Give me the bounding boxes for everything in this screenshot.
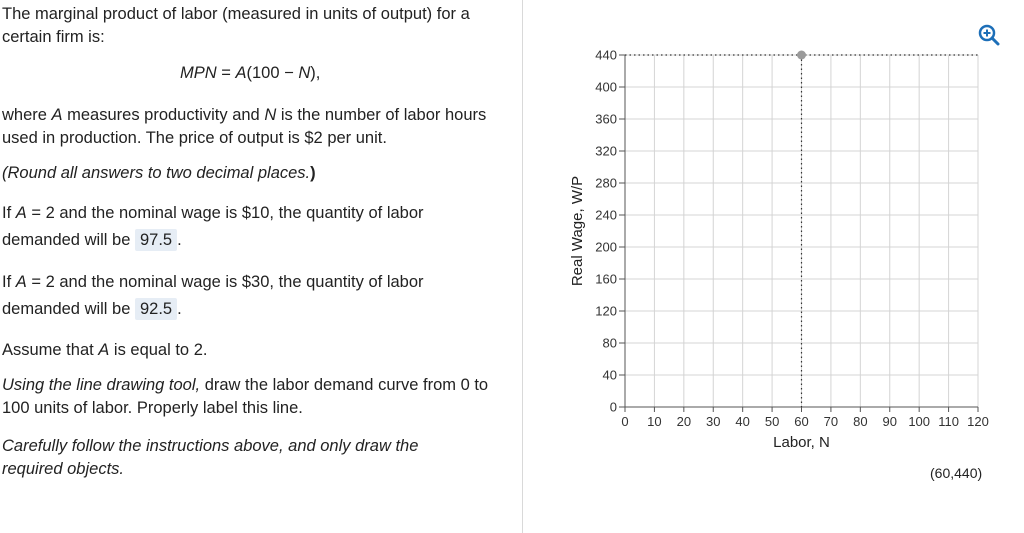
y-tick-label-200: 200 [595, 239, 617, 255]
where-n: N [264, 106, 277, 124]
x-tick-label-10: 10 [647, 414, 662, 429]
q2-end: . [177, 300, 182, 318]
zoom-in-icon[interactable] [978, 24, 1000, 46]
equation [180, 64, 320, 83]
where-a: A [51, 106, 63, 124]
y-tick-label-40: 40 [602, 367, 617, 383]
x-tick-label-70: 70 [823, 414, 839, 429]
round-note-close: ) [310, 164, 316, 182]
y-tick-label-400: 400 [595, 79, 617, 95]
y-tick-label-120: 120 [595, 303, 617, 319]
where-part-2: measures productivity and [62, 106, 265, 124]
q1-answer-box[interactable]: 97.5 [135, 229, 177, 251]
labor-demand-chart[interactable] [523, 0, 1024, 533]
assume-text [2, 339, 207, 362]
eq-mpn: MPN [180, 64, 217, 82]
question-2 [2, 269, 482, 323]
coordinate-readout: (60,440) [930, 465, 983, 481]
careful-instruction [2, 435, 472, 481]
question-1 [2, 200, 482, 254]
where-text [2, 104, 502, 150]
x-axis-label: Labor, N [773, 434, 830, 451]
q2-a: A [15, 273, 27, 291]
q1-text: = 2 and the nominal wage is $10, the quantity of labor demanded will be [2, 204, 424, 249]
q2-text: = 2 and the nominal wage is $30, the quantity of labor demanded will be [2, 273, 424, 318]
eq-end: ), [310, 64, 321, 82]
eq-a: A [235, 64, 247, 82]
round-note [2, 162, 316, 185]
y-tick-label-360: 360 [595, 111, 617, 127]
assume-part-1: Assume that [2, 341, 99, 359]
assume-a: A [98, 341, 110, 359]
q1-a: A [15, 204, 27, 222]
where-part-3: is the number of labor hours used in production. The price of output is $2 per unit. [2, 106, 487, 147]
careful-text: Carefully follow the instructions above, and only draw the required objects. [2, 437, 419, 478]
x-tick-label-80: 80 [853, 414, 868, 429]
assume-part-2: is equal to 2. [109, 341, 208, 359]
draw-italic: Using the line drawing tool, [2, 376, 201, 394]
y-tick-label-280: 280 [595, 175, 617, 191]
eq-paren: (100 − [246, 64, 299, 82]
y-tick-label-160: 160 [595, 271, 617, 287]
draw-rest: draw the labor demand curve from 0 to 100 units of labor. Properly label this line. [2, 376, 489, 417]
intro-line: The marginal product of labor (measured in units of output) for a certain firm is: [2, 5, 470, 46]
x-tick-label-20: 20 [676, 414, 692, 429]
x-tick-label-40: 40 [735, 414, 750, 429]
y-axis-label: Real Wage, W/P [569, 175, 586, 287]
eq-equals: = [216, 64, 236, 82]
x-tick-label-30: 30 [706, 414, 721, 429]
x-tick-label-120: 120 [967, 414, 989, 429]
where-part-1: where [2, 106, 52, 124]
draw-instruction [2, 374, 512, 420]
y-tick-label-0: 0 [609, 399, 617, 415]
y-tick-label-320: 320 [595, 143, 617, 159]
q1-end: . [177, 231, 182, 249]
round-note-text: (Round all answers to two decimal places. [2, 164, 311, 182]
data-point-0 [797, 51, 806, 60]
q1-pre: If [2, 204, 16, 222]
q2-pre: If [2, 273, 16, 291]
x-tick-label-0: 0 [621, 414, 629, 429]
intro-text [2, 3, 522, 49]
x-tick-label-50: 50 [764, 414, 780, 429]
x-tick-label-100: 100 [908, 414, 931, 429]
graph-panel [523, 0, 1024, 533]
x-tick-label-60: 60 [794, 414, 809, 429]
q2-answer-box[interactable]: 92.5 [135, 298, 177, 320]
y-tick-label-80: 80 [602, 335, 617, 351]
y-tick-label-440: 440 [595, 47, 617, 63]
x-tick-label-90: 90 [882, 414, 897, 429]
x-tick-label-110: 110 [938, 414, 959, 429]
y-tick-label-240: 240 [595, 207, 617, 223]
eq-n: N [298, 64, 311, 82]
